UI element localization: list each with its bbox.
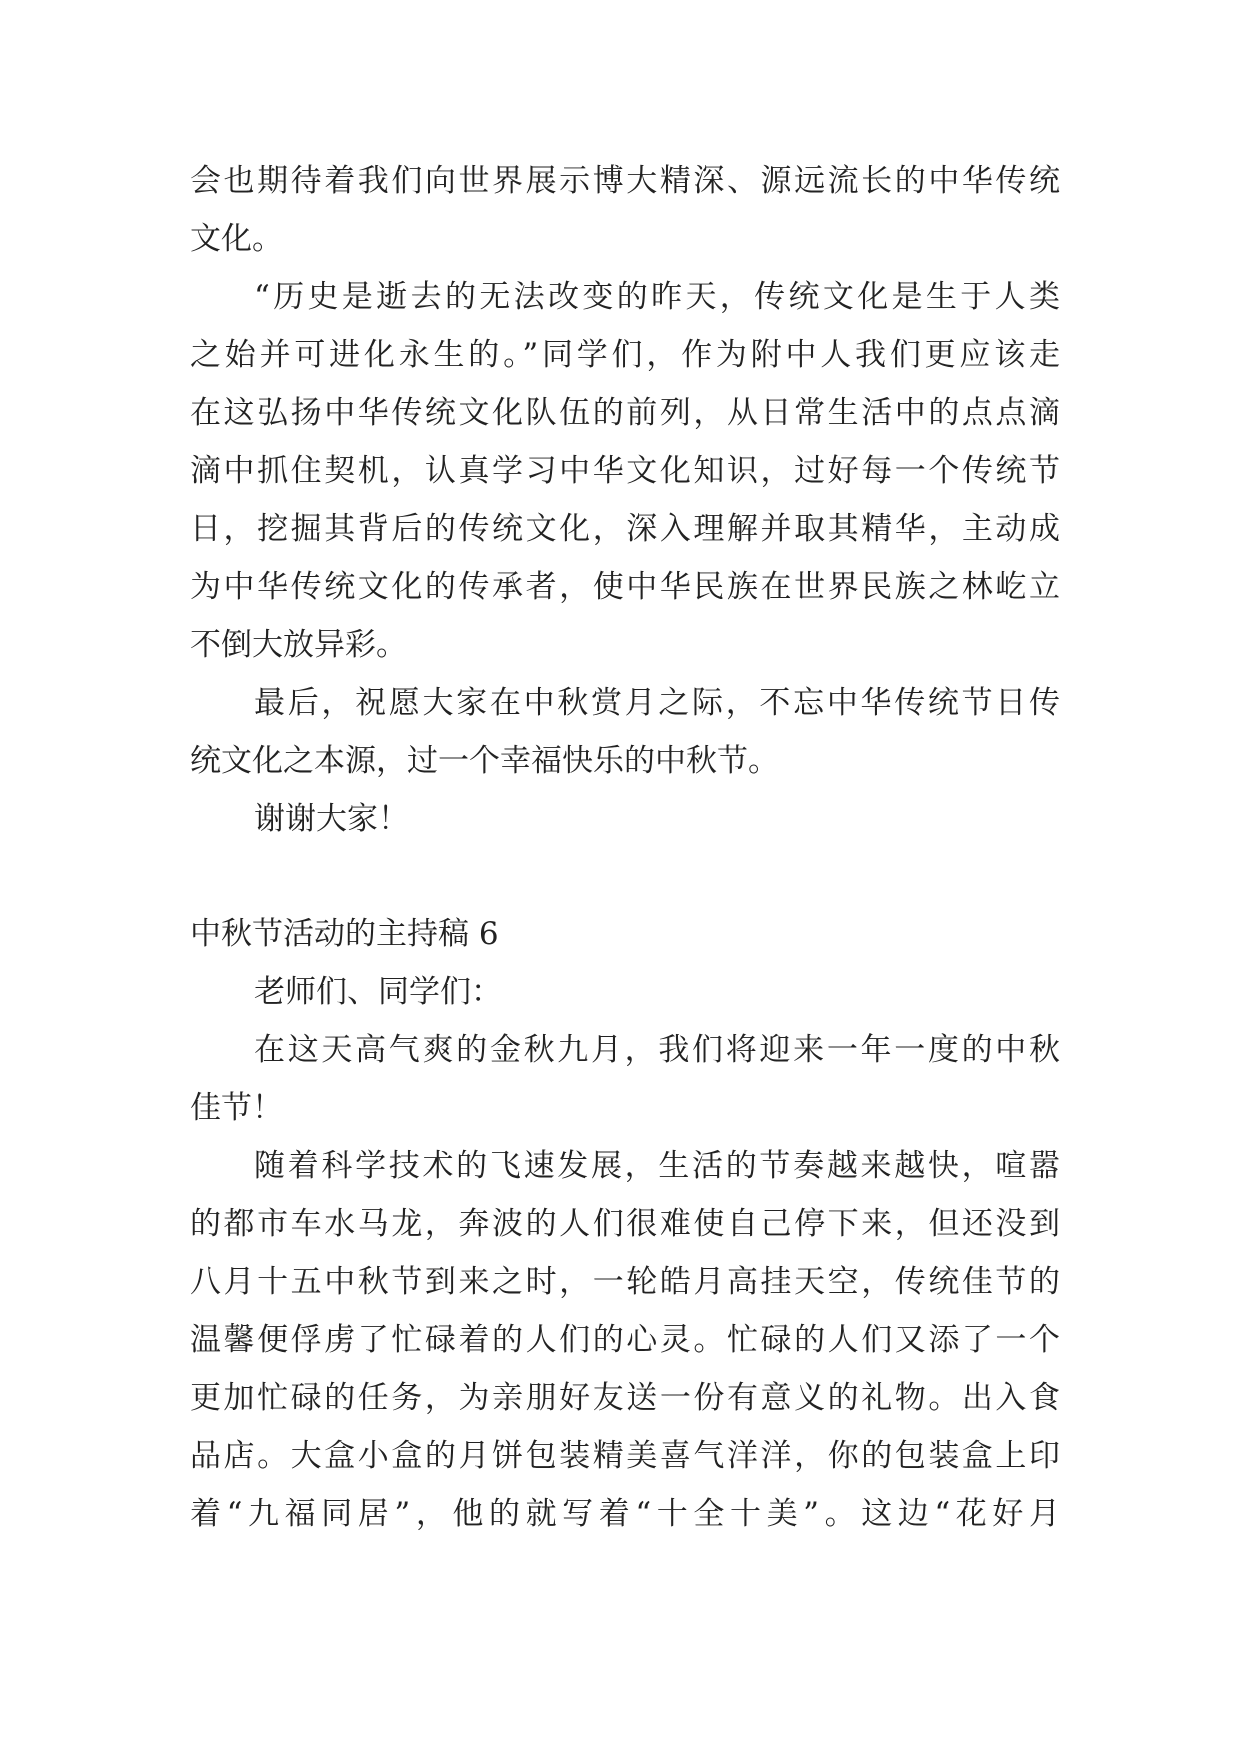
- paragraph-line: 在这弘扬中华传统文化队伍的前列，从日常生活中的点点滴: [190, 395, 1060, 431]
- paragraph-line: 品店。大盒小盒的月饼包装精美喜气洋洋，你的包装盒上印: [190, 1438, 1060, 1474]
- greeting-line: 老师们、同学们：: [254, 974, 502, 1010]
- closing-line: 谢谢大家！: [254, 801, 409, 837]
- paragraph-line: 为中华传统文化的传承者，使中华民族在世界民族之林屹立: [190, 569, 1060, 605]
- paragraph-line: 着“九福同居”，他的就写着“十全十美”。这边“花好月: [190, 1496, 1060, 1532]
- paragraph-line: 更加忙碌的任务，为亲朋好友送一份有意义的礼物。出入食: [190, 1380, 1060, 1416]
- paragraph-line: 之始并可进化永生的。”同学们，作为附中人我们更应该走: [190, 337, 1060, 373]
- paragraph-line: 最后，祝愿大家在中秋赏月之际，不忘中华传统节日传: [254, 685, 1060, 721]
- paragraph-line: 日，挖掘其背后的传统文化，深入理解并取其精华，主动成: [190, 511, 1060, 547]
- paragraph-line: 在这天高气爽的金秋九月，我们将迎来一年一度的中秋: [254, 1032, 1060, 1068]
- paragraph-line: 八月十五中秋节到来之时，一轮皓月高挂天空，传统佳节的: [190, 1264, 1060, 1300]
- paragraph-line: 温馨便俘虏了忙碌着的人们的心灵。忙碌的人们又添了一个: [190, 1322, 1060, 1358]
- paragraph-line: 不倒大放异彩。: [190, 627, 407, 663]
- paragraph-line: 随着科学技术的飞速发展，生活的节奏越来越快，喧嚣: [254, 1148, 1060, 1184]
- paragraph-line: 文化。: [190, 221, 283, 257]
- paragraph-line: 佳节！: [190, 1090, 283, 1126]
- paragraph-line: 的都市车水马龙，奔波的人们很难使自己停下来，但还没到: [190, 1206, 1060, 1242]
- paragraph-line: 统文化之本源，过一个幸福快乐的中秋节。: [190, 743, 779, 779]
- paragraph-line: “历史是逝去的无法改变的昨天，传统文化是生于人类: [254, 279, 1060, 315]
- section-heading: 中秋节活动的主持稿 6: [190, 916, 499, 952]
- paragraph-line: 滴中抓住契机，认真学习中华文化知识，过好每一个传统节: [190, 453, 1060, 489]
- paragraph-line: 会也期待着我们向世界展示博大精深、源远流长的中华传统: [190, 163, 1060, 199]
